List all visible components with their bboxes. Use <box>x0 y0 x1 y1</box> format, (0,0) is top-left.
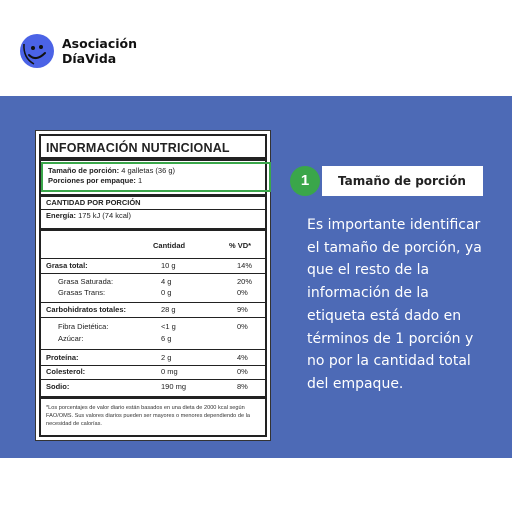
step-title: Tamaño de porción <box>322 166 483 196</box>
brand-line-1: Asociación <box>62 36 138 51</box>
divider <box>41 302 265 303</box>
divider <box>41 349 265 350</box>
table-row: Grasa Saturada: 4 g 20% <box>58 277 253 286</box>
table-row: Carbohidratos totales: 28 g 9% <box>46 305 248 314</box>
table-row: Grasa total: 10 g 14% <box>46 261 253 270</box>
servings-value: 1 <box>138 176 143 185</box>
divider <box>41 379 265 380</box>
divider <box>41 258 265 259</box>
divider <box>41 273 265 274</box>
divider <box>41 396 265 399</box>
table-header: Cantidad % VD* <box>153 241 252 250</box>
brand-line-2: DíaVida <box>62 51 117 66</box>
table-row: Proteína: 2 g 4% <box>46 353 248 362</box>
servings-label: Porciones por empaque: <box>48 176 136 185</box>
divider <box>41 228 265 231</box>
energy-row: Energía: 175 kJ (74 kcal) <box>46 211 132 220</box>
step-number-badge: 1 <box>290 166 320 196</box>
smile-icon <box>20 34 54 68</box>
serving-size-value: 4 galletas (36 g) <box>121 166 176 175</box>
brand-logo <box>20 34 137 68</box>
table-row: Grasas Trans: 0 g 0% <box>58 288 248 297</box>
divider <box>41 317 265 318</box>
table-row: Colesterol: 0 mg 0% <box>46 367 248 376</box>
nutrition-label <box>35 130 271 441</box>
brand-name <box>62 36 137 66</box>
amount-header: CANTIDAD POR PORCIÓN <box>46 198 141 207</box>
table-row: Fibra Dietética: <1 g 0% <box>58 322 248 331</box>
serving-highlight <box>41 162 271 192</box>
serving-size-label: Tamaño de porción: <box>48 166 120 175</box>
explanation-text: Es importante identificar el tamaño de porción, ya que el resto de la información de la etiqueta está dado en términos de 1 porción y no por la cantidad total del empaque. <box>307 217 482 392</box>
label-title: INFORMACIÓN NUTRICIONAL <box>41 136 265 161</box>
table-row: Azúcar: 6 g <box>58 334 172 343</box>
table-row: Sodio: 190 mg 8% <box>46 382 248 391</box>
footnote: *Los porcentajes de valor diario están basados en una dieta de 2000 kcal según FAO/OMS. Sus valores diarios pueden ser mayores o menores dependiendo de la necesidad de calorías. <box>46 405 250 427</box>
